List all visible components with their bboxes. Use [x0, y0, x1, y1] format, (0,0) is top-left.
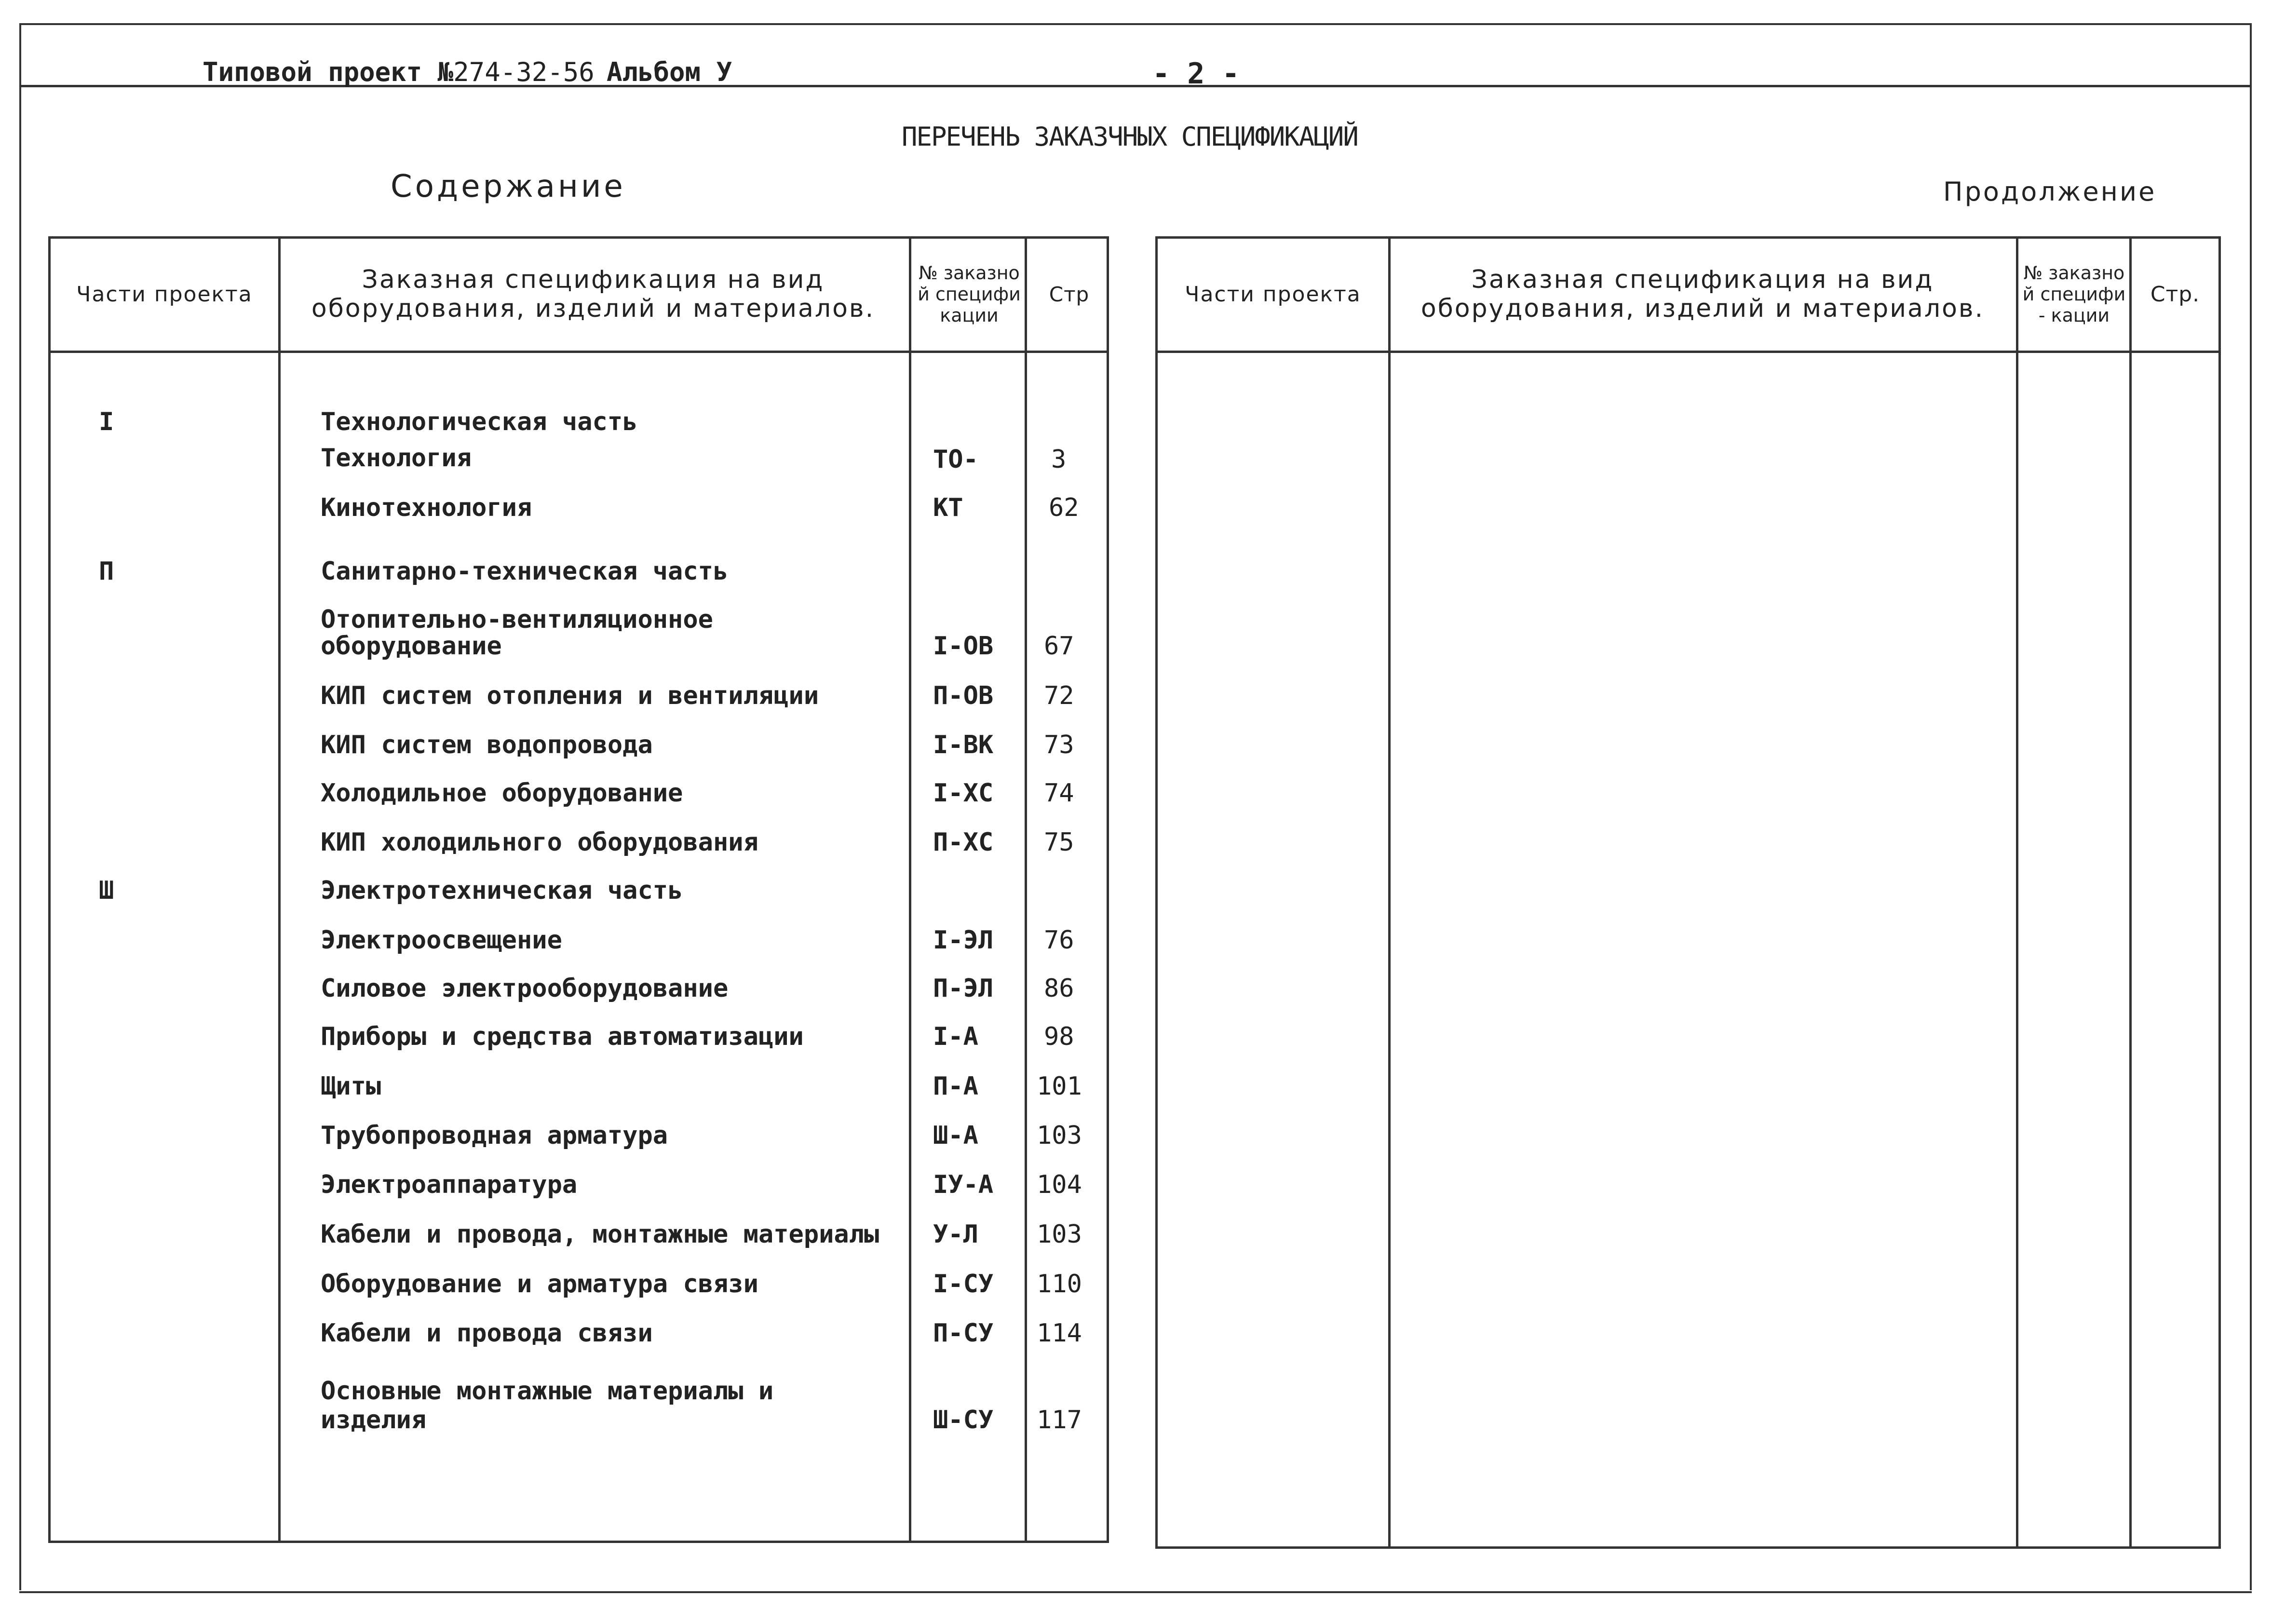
row-11-page: 76: [1044, 926, 1074, 955]
row-2-code: ТО-: [933, 445, 978, 474]
col-divider-2: [909, 239, 911, 1541]
continuation-heading: Продолжение: [1943, 176, 2157, 207]
row-6-page: 72: [1044, 681, 1074, 710]
page-number: - 2 -: [1152, 57, 1240, 91]
right-col-divider-2: [2016, 239, 2018, 1546]
row-20-code: Ш-СУ: [933, 1406, 994, 1435]
right-header-number: № заказной специфи- кации: [2022, 262, 2126, 326]
header-spec: Заказная спецификация на вид оборудования, изделий и материалов.: [311, 265, 875, 323]
header-page: Стр: [1049, 282, 1090, 306]
album-label: Альбом У: [607, 57, 732, 87]
col-divider-1: [278, 239, 281, 1541]
row-5-code: I-ОВ: [933, 632, 994, 661]
right-col-divider-3: [2129, 239, 2132, 1546]
row-1-name: Технологическая часть: [321, 407, 638, 436]
row-6-name: КИП систем отопления и вентиляции: [321, 681, 819, 710]
row-5-name-cont: оборудование: [321, 632, 502, 661]
project-label: Типовой проект №274-32-56: [203, 57, 595, 87]
row-12-page: 86: [1044, 974, 1074, 1003]
row-5-page: 67: [1044, 632, 1074, 661]
header-row-divider: [51, 351, 1107, 353]
row-13-name: Приборы и средства автоматизации: [321, 1022, 804, 1051]
row-9-name: КИП холодильного оборудования: [321, 828, 758, 857]
continuation-table: [1155, 236, 2221, 1549]
row-19-name: Кабели и провода связи: [321, 1319, 653, 1348]
row-16-page: 104: [1037, 1170, 1082, 1199]
row-18-page: 110: [1037, 1270, 1082, 1299]
row-6-code: П-ОВ: [933, 681, 994, 710]
row-3-page: 62: [1049, 493, 1079, 522]
row-3-name: Кинотехнология: [321, 493, 532, 522]
row-10-part: Ш: [99, 876, 114, 905]
frame-left-line: [19, 23, 21, 1590]
row-7-page: 73: [1044, 731, 1074, 759]
row-11-name: Электроосвещение: [321, 926, 562, 955]
row-16-name: Электроаппаратура: [321, 1170, 578, 1199]
project-number: 274-32-56: [453, 57, 595, 87]
row-19-code: П-СУ: [933, 1319, 994, 1348]
row-7-code: I-ВК: [933, 731, 994, 759]
row-9-page: 75: [1044, 828, 1074, 857]
row-4-part: П: [99, 557, 114, 586]
row-14-page: 101: [1037, 1072, 1082, 1101]
row-18-code: I-СУ: [933, 1270, 994, 1299]
right-header-spec: Заказная спецификация на вид оборудования, изделий и материалов.: [1420, 265, 1985, 323]
row-15-page: 103: [1037, 1121, 1082, 1150]
row-1-part: I: [99, 407, 114, 436]
row-3-code: КТ: [933, 493, 963, 522]
frame-top-line: [19, 23, 2252, 25]
frame-right-line: [2250, 23, 2252, 1590]
document-title: ПЕРЕЧЕНЬ ЗАКАЗЧНЫХ СПЕЦИФИКАЦИЙ: [902, 122, 1358, 152]
right-header-part: Части проекта: [1185, 282, 1361, 307]
row-18-name: Оборудование и арматура связи: [321, 1270, 758, 1299]
row-2-page: 3: [1051, 445, 1067, 474]
row-17-name: Кабели и провода, монтажные материалы: [321, 1220, 879, 1249]
row-8-name: Холодильное оборудование: [321, 779, 683, 808]
contents-heading: Содержание: [391, 169, 626, 204]
row-15-code: Ш-А: [933, 1121, 978, 1150]
row-11-code: I-ЭЛ: [933, 926, 994, 955]
row-12-name: Силовое электрооборудование: [321, 974, 729, 1003]
row-14-code: П-А: [933, 1072, 978, 1101]
row-13-code: I-А: [933, 1022, 978, 1051]
contents-table: [48, 236, 1109, 1543]
row-16-code: IУ-А: [933, 1170, 994, 1199]
row-20-name: Основные монтажные материалы и: [321, 1377, 774, 1406]
row-10-name: Электротехническая часть: [321, 876, 683, 905]
row-8-page: 74: [1044, 779, 1074, 808]
header-part: Части проекта: [76, 282, 253, 307]
row-12-code: П-ЭЛ: [933, 974, 994, 1003]
row-19-page: 114: [1037, 1319, 1082, 1348]
row-15-name: Трубопроводная арматура: [321, 1121, 668, 1150]
row-2-name: Технология: [321, 444, 472, 473]
row-20-page: 117: [1037, 1406, 1082, 1435]
row-17-code: У-Л: [933, 1220, 978, 1249]
col-divider-3: [1025, 239, 1027, 1541]
row-4-name: Санитарно-техническая часть: [321, 557, 729, 586]
row-14-name: Щиты: [321, 1072, 381, 1101]
row-5-name: Отопительно-вентиляционное: [321, 605, 713, 634]
row-8-code: I-ХС: [933, 779, 994, 808]
row-7-name: КИП систем водопровода: [321, 731, 653, 759]
row-13-page: 98: [1044, 1022, 1074, 1051]
right-header-page: Стр.: [2150, 282, 2200, 307]
header-number: № заказной специфи кации: [918, 262, 1021, 326]
right-header-row-divider: [1158, 351, 2218, 353]
row-17-page: 103: [1037, 1220, 1082, 1249]
row-20-name-cont: изделия: [321, 1406, 427, 1435]
row-9-code: П-ХС: [933, 828, 994, 857]
right-col-divider-1: [1388, 239, 1391, 1546]
frame-bottom-line: [19, 1591, 2252, 1593]
